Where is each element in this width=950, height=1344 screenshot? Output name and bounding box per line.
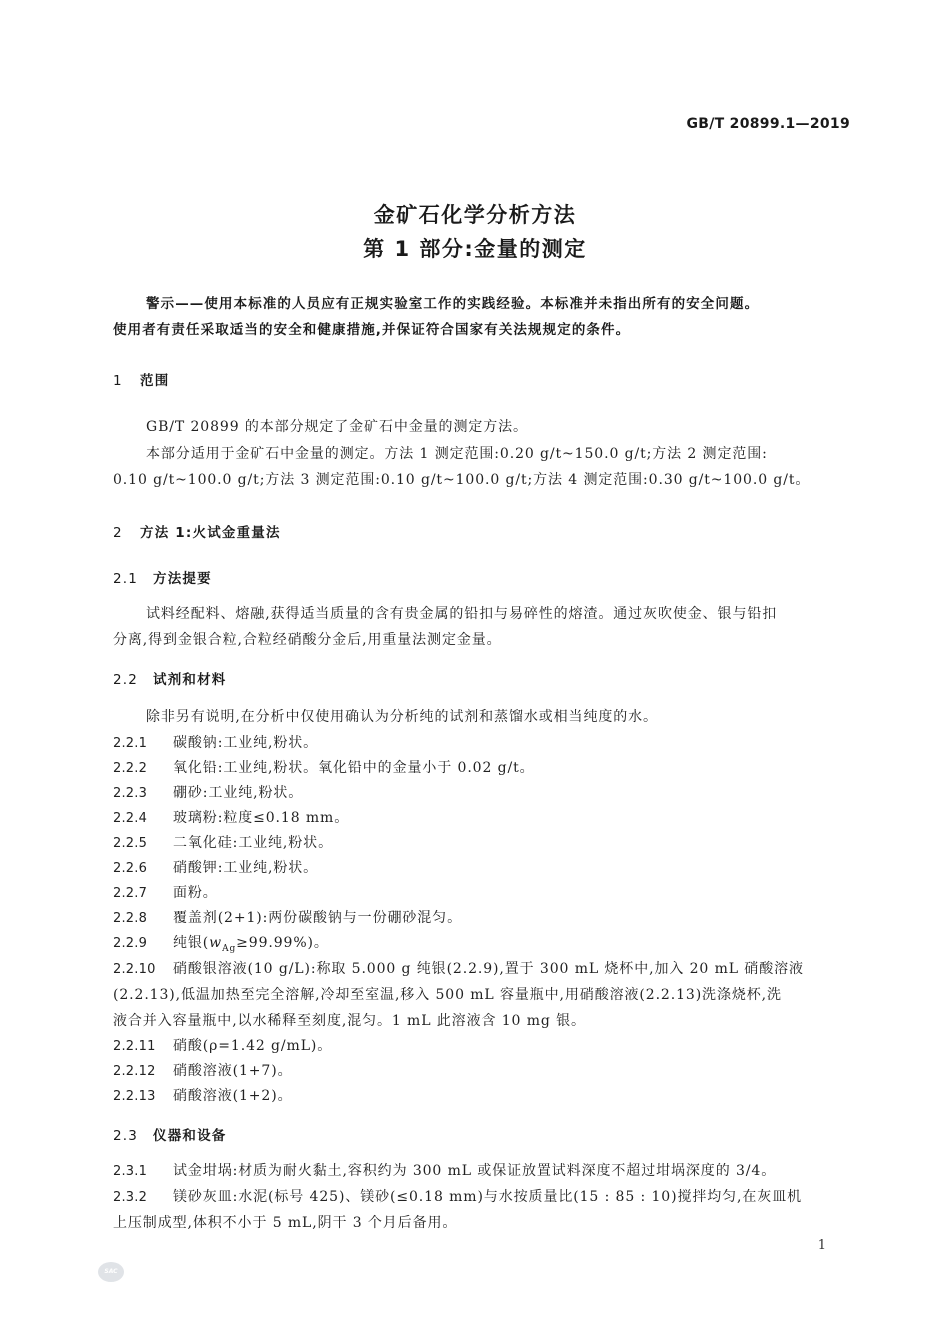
section-2-1-heading xyxy=(113,567,212,587)
document-title: 金矿石化学分析方法 xyxy=(373,203,577,227)
section-2-3-heading xyxy=(113,1124,227,1144)
section-2-2-heading xyxy=(113,668,227,688)
section-title: 方法提要 xyxy=(153,571,212,587)
list-item: 2.2.2 氧化铅:工业纯,粉状。氧化铅中的金量小于 0.02 g/t。 xyxy=(113,760,535,776)
section-number: 1 xyxy=(113,373,123,389)
section-title: 试剂和材料 xyxy=(153,672,227,688)
section-title: 仪器和设备 xyxy=(153,1128,227,1144)
list-item: 2.2.12 硝酸溶液(1+7)。 xyxy=(113,1063,293,1079)
list-item-2-2-10-line-3: 液合并入容量瓶中,以水稀释至刻度,混匀。1 mL 此溶液含 10 mg 银。 xyxy=(113,1013,586,1029)
list-item: 2.2.6 硝酸钾:工业纯,粉状。 xyxy=(113,860,319,876)
section-title: 范围 xyxy=(140,373,170,389)
section-title: 方法 1:火试金重量法 xyxy=(140,525,281,541)
list-item: 2.2.4 玻璃粉:粒度≤0.18 mm。 xyxy=(113,810,350,826)
list-item: 2.2.11 硝酸(ρ=1.42 g/mL)。 xyxy=(113,1038,333,1054)
document-subtitle: 第 1 部分:金量的测定 xyxy=(363,237,587,261)
section-1-paragraph-2-line-1: 本部分适用于金矿石中金量的测定。方法 1 测定范围:0.20 g/t~150.0 g/t;方法 2 测定范围: xyxy=(146,446,768,462)
warning-line-1: 警示——使用本标准的人员应有正规实验室工作的实践经验。本标准并未指出所有的安全问题。 xyxy=(146,296,760,312)
list-item: 2.2.5 二氧化硅:工业纯,粉状。 xyxy=(113,835,333,851)
section-number: 2.2 xyxy=(113,672,139,688)
section-1-heading xyxy=(113,369,169,389)
sac-logo-watermark: SAC xyxy=(98,1262,124,1282)
list-item: 2.2.8 覆盖剂(2+1):两份碳酸钠与一份硼砂混匀。 xyxy=(113,910,462,926)
section-2-2-intro: 除非另有说明,在分析中仅使用确认为分析纯的试剂和蒸馏水或相当纯度的水。 xyxy=(146,709,658,725)
section-2-1-line-2: 分离,得到金银合粒,合粒经硝酸分金后,用重量法测定金量。 xyxy=(113,632,502,648)
list-item: 2.2.7 面粉。 xyxy=(113,885,218,901)
list-item: 2.2.9 纯银$(w_{Ag}\ge 99.99\%)$。 xyxy=(113,935,329,954)
list-item-2-3-2-line-2: 上压制成型,体积不小于 5 mL,阴干 3 个月后备用。 xyxy=(113,1215,458,1231)
list-item: 2.2.3 硼砂:工业纯,粉状。 xyxy=(113,785,304,801)
warning-line-2: 使用者有责任采取适当的安全和健康措施,并保证符合国家有关法规规定的条件。 xyxy=(113,322,631,338)
section-number: 2.1 xyxy=(113,571,139,587)
list-item-2-3-2-line-1: 2.3.2 镁砂灰皿:水泥(标号 425)、镁砂(≤0.18 mm)与水按质量比(15 : 85 : 10)搅拌均匀,在灰皿机 xyxy=(113,1189,802,1205)
section-2-1-line-1: 试料经配料、熔融,获得适当质量的含有贵金属的铅扣与易碎性的熔渣。通过灰吹使金、银与铅扣 xyxy=(146,606,778,622)
page-number: 1 xyxy=(817,1238,826,1253)
list-item: 2.2.13 硝酸溶液(1+2)。 xyxy=(113,1088,293,1104)
list-item-2-2-10-line-1: 2.2.10 硝酸银溶液(10 g/L):称取 5.000 g 纯银(2.2.9),置于 300 mL 烧杯中,加入 20 mL 硝酸溶液 xyxy=(113,961,804,977)
section-1-paragraph-1: GB/T 20899 的本部分规定了金矿石中金量的测定方法。 xyxy=(146,419,528,435)
section-2-heading xyxy=(113,521,281,541)
section-number: 2.3 xyxy=(113,1128,139,1144)
list-item-2-3-1: 2.3.1 试金坩埚:材质为耐火黏土,容积约为 300 mL 或保证放置试料深度不超过坩埚深度的 3/4。 xyxy=(113,1163,777,1179)
list-item-2-2-10-line-2: (2.2.13),低温加热至完全溶解,冷却至室温,移入 500 mL 容量瓶中,用硝酸溶液(2.2.13)洗涤烧杯,洗 xyxy=(113,987,782,1003)
standard-code: GB/T 20899.1—2019 xyxy=(686,116,850,132)
section-1-paragraph-2-line-2: 0.10 g/t~100.0 g/t;方法 3 测定范围:0.10 g/t~100.0 g/t;方法 4 测定范围:0.30 g/t~100.0 g/t。 xyxy=(113,472,811,488)
section-number: 2 xyxy=(113,525,123,541)
list-item: 2.2.1 碳酸钠:工业纯,粉状。 xyxy=(113,735,319,751)
